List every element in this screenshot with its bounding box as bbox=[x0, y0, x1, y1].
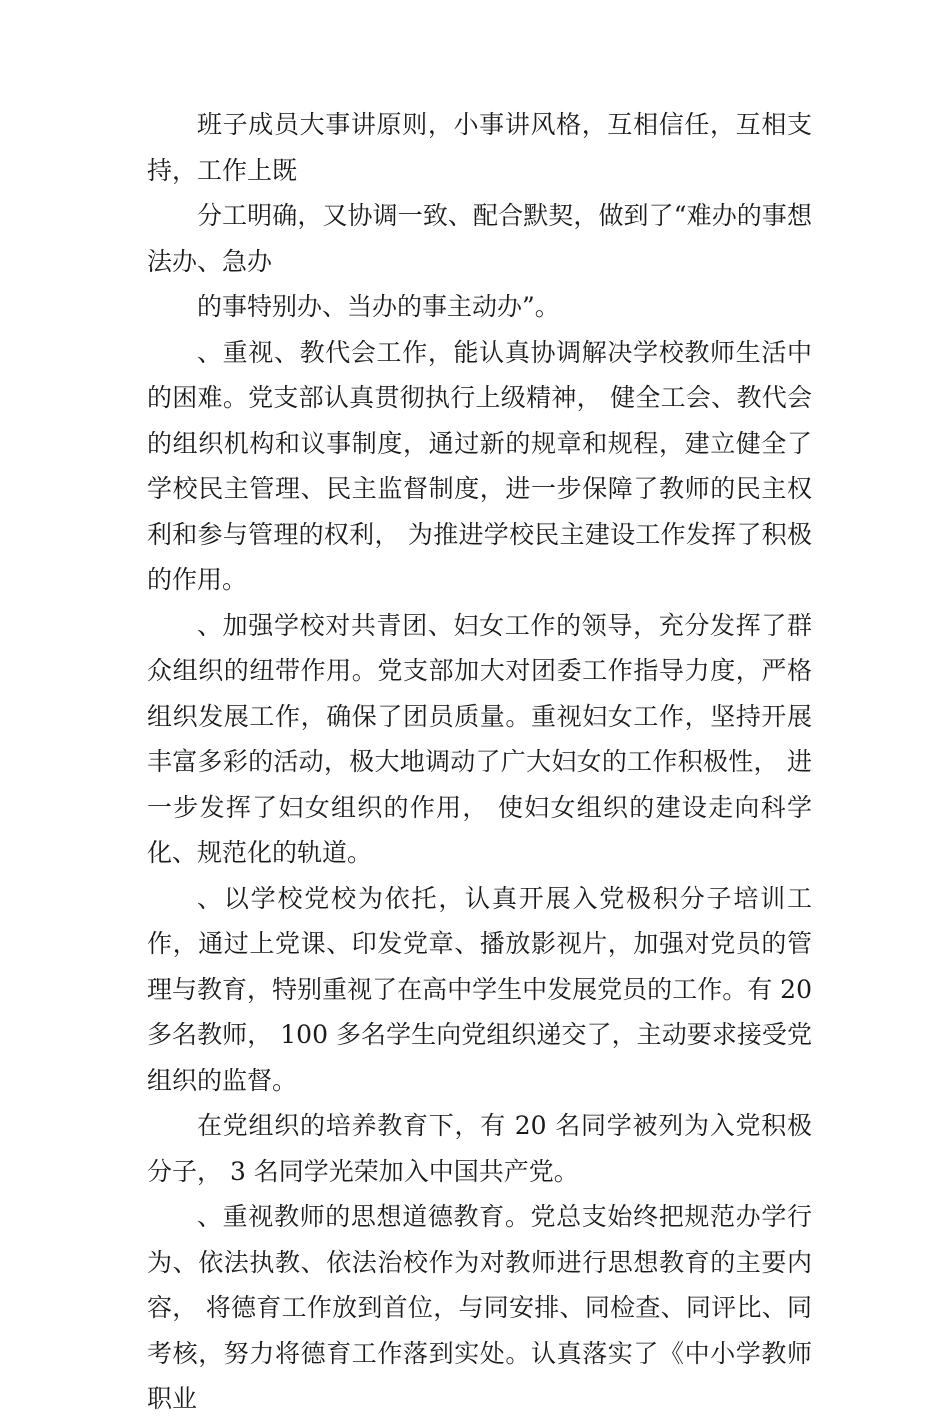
document-body bbox=[147, 102, 812, 1422]
paragraph-6: 、以学校党校为依托，认真开展入党极积分子培训工作，通过上党课、印发党章、播放影视片，加强对党员的管理与教育，特别重视了在高中学生中发展党员的工作。有 20 多名教师， 100 多名学生向党组织递交了，主动要求接受党组织的监督。 bbox=[147, 883, 812, 1095]
paragraph-3: 的事特别办、当办的事主动办”。 bbox=[197, 292, 560, 321]
paragraph-2: 分工明确，又协调一致、配合默契，做到了“难办的事想法办、急办 bbox=[147, 201, 812, 276]
paragraph-7: 在党组织的培养教育下，有 20 名同学被列为入党积极分子， 3 名同学光荣加入中国共产党。 bbox=[147, 1111, 812, 1186]
paragraph-4: 、重视、教代会工作，能认真协调解决学校教师生活中的困难。党支部认真贯彻执行上级精神， 健全工会、教代会的组织机构和议事制度，通过新的规章和规程，建立健全了学校民主管理、民主监督制度，进一步保障了教师的民主权利和参与管理的权利， 为推进学校民主建设工作发挥了积极的作用。 bbox=[147, 337, 812, 594]
paragraph-5: 、加强学校对共青团、妇女工作的领导，充分发挥了群众组织的纽带作用。党支部加大对团委工作指导力度，严格组织发展工作，确保了团员质量。重视妇女工作，坚持开展丰富多彩的活动，极大地调动了广大妇女的工作积极性， 进一步发挥了妇女组织的作用， 使妇女组织的建设走向科学化、规范化的轨道。 bbox=[147, 610, 812, 867]
paragraph-1: 班子成员大事讲原则，小事讲风格，互相信任，互相支持，工作上既 bbox=[147, 110, 812, 185]
paragraph-8: 、重视教师的思想道德教育。党总支始终把规范办学行为、依法执教、依法治校作为对教师进行思想教育的主要内容， 将德育工作放到首位，与同安排、同检查、同评比、同考核，努力将德育工作落到实处。认真落实了《中小学教师职业 bbox=[147, 1202, 812, 1413]
